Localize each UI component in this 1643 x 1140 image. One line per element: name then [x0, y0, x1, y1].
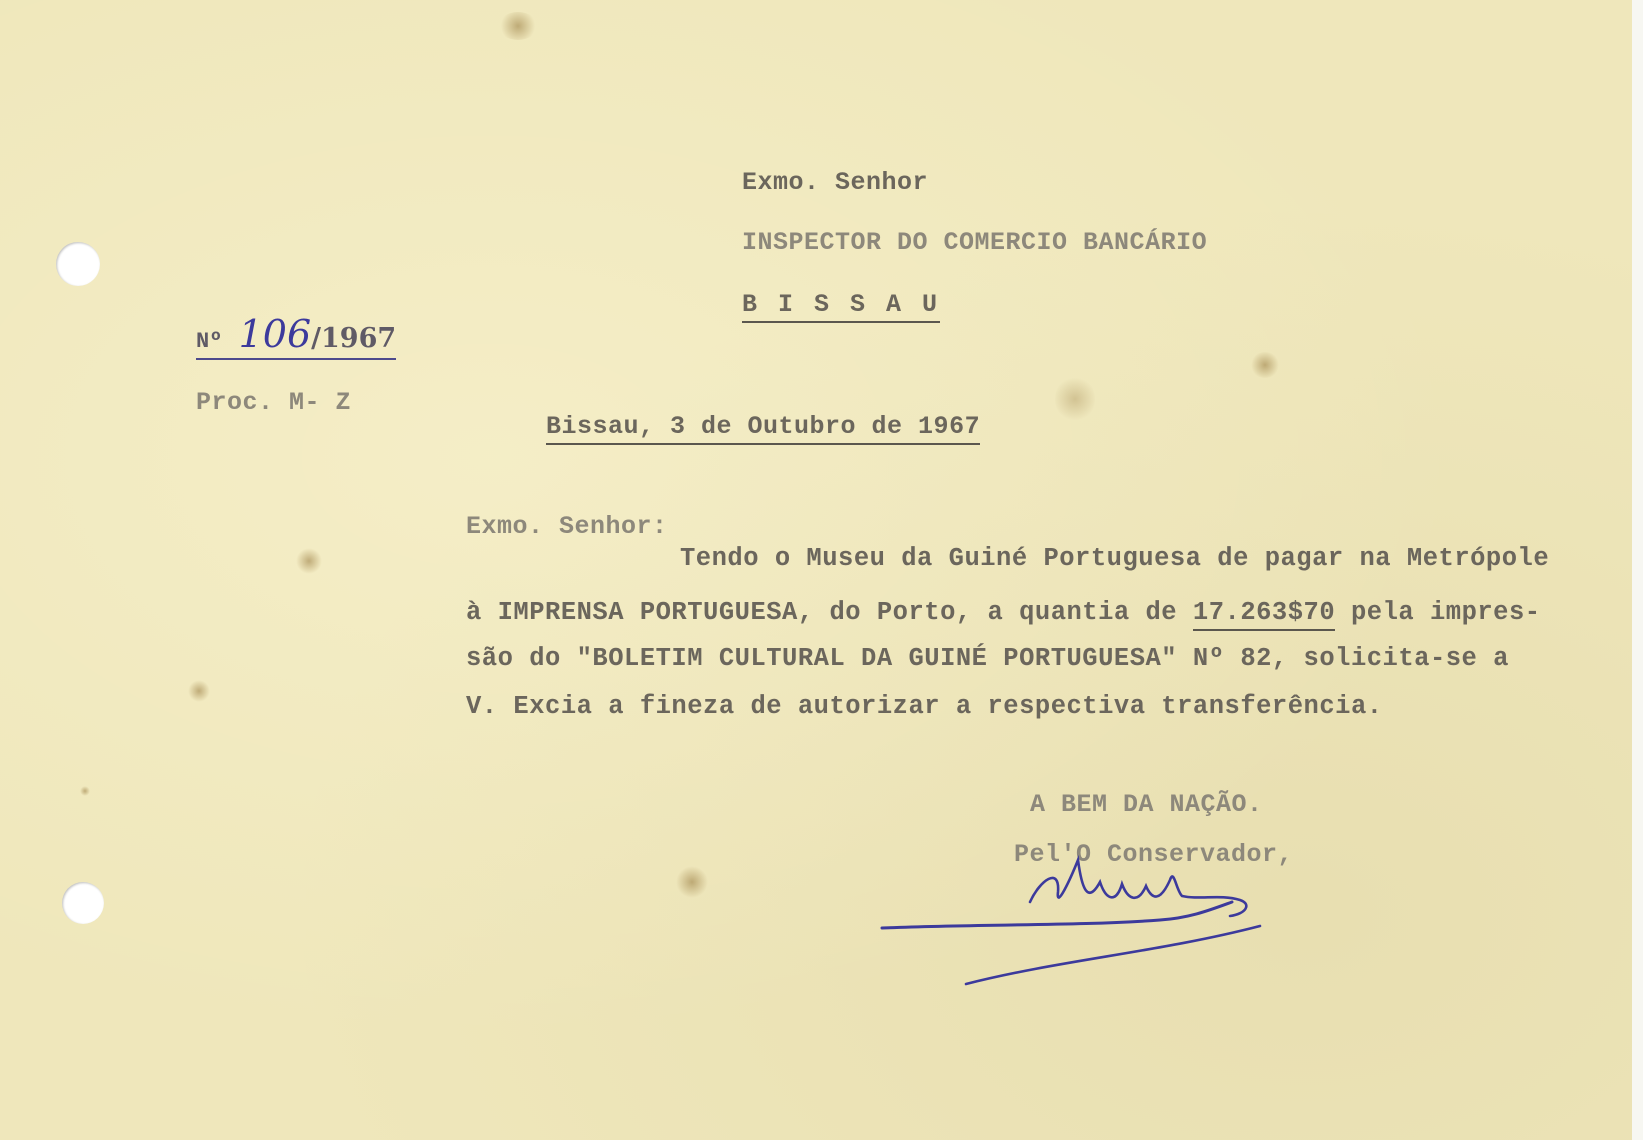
- signature-stroke: [966, 926, 1260, 984]
- addressee-title: INSPECTOR DO COMERCIO BANCÁRIO: [742, 228, 1208, 257]
- letter-line-2: [466, 598, 1541, 627]
- stain-spot: [1250, 352, 1280, 378]
- handwritten-signature: [860, 840, 1320, 1000]
- process-code: Proc. M- Z: [196, 388, 352, 417]
- punch-hole-bottom: [62, 882, 104, 924]
- signature-stroke: [882, 902, 1232, 928]
- stain-spot: [80, 786, 90, 796]
- stain-spot: [498, 12, 538, 40]
- letter-line-1: Tendo o Museu da Guiné Portuguesa de pagar na Metrópole: [680, 544, 1550, 573]
- reference-year: /1967: [311, 323, 397, 354]
- closing-motto: A BEM DA NAÇÃO.: [1030, 790, 1263, 819]
- scan-edge: [1632, 0, 1643, 1140]
- addressee-salutation: Exmo. Senhor: [742, 168, 929, 197]
- letter-line-4: V. Excia a fineza de autorizar a respectiva transferência.: [466, 692, 1383, 721]
- reference-number: [196, 312, 396, 360]
- letter-line-2-start: à IMPRENSA PORTUGUESA, do Porto, a quantia de: [466, 598, 1193, 627]
- stain-spot: [676, 866, 708, 898]
- date-line: Bissau, 3 de Outubro de 1967: [546, 412, 980, 445]
- punch-hole-top: [56, 242, 100, 286]
- letter-line-3: são do "BOLETIM CULTURAL DA GUINÉ PORTUGUESA" Nº 82, solicita-se a: [466, 644, 1509, 673]
- closing-signatory: Pel'O Conservador,: [1014, 840, 1294, 869]
- stain-spot: [296, 548, 322, 574]
- payment-amount: 17.263$70: [1193, 598, 1335, 631]
- letter-line-2-end: pela impres-: [1335, 598, 1541, 627]
- reference-prefix: Nº: [196, 329, 223, 354]
- reference-handwritten-number: 106: [238, 312, 312, 356]
- addressee-city: B I S S A U: [742, 290, 940, 323]
- letter-greeting: Exmo. Senhor:: [466, 512, 668, 541]
- stain-spot: [1055, 376, 1095, 422]
- stain-spot: [188, 680, 210, 702]
